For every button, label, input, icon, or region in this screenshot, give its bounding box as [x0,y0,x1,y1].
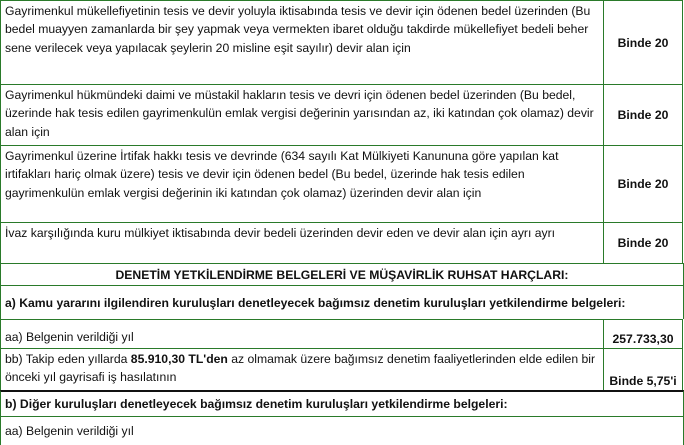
table-row [0,416,684,445]
subsection-b-heading: b) Diğer kuruluşları denetleyecek bağımsız denetim kuruluşları yetkilendirme belgeleri: [0,390,684,416]
table-row [0,145,684,222]
table-row [0,84,684,145]
table-row [0,0,684,84]
section-heading-row [0,263,684,285]
row-description: Gayrimenkul mükellefiyetinin tesis ve devir yoluyla iktisabında tesis ve devir için ödenen bedel üzerinden (Bu bedel muayyen zamanlarda bir şey yapmak veya vermekten ibaret olduğu takdirde mükellefiyet bedeli beher sene verilecek veya yapılacak şeylerin 20 misline eşit sayılır) devir alan için [0,0,603,84]
row-rate: Binde 20 [603,84,683,145]
row-description [0,348,603,390]
row-description: Gayrimenkul üzerine İrtifak hakkı tesis ve devrinde (634 sayılı Kat Mülkiyeti Kanununa göre yapılan kat irtifakları hariç olmak üzere) tesis ve devir için ödenen bedel (Bu bedel, üzerinde hak tesis edilen gayrimenkulün emlak vergisi değerinin iki katından çok olamaz) üzerinden devir alan için [0,145,603,222]
table-row [0,348,684,390]
row-description: aa) Belgenin verildiği yıl [0,319,603,348]
row-rate: Binde 20 [603,145,683,222]
table-row [0,222,684,263]
subsection-b-row [0,390,684,416]
bb-minimum-amount: 85.910,30 TL'den [130,352,228,366]
row-description: aa) Belgenin verildiği yıl [0,416,684,445]
subsection-a-heading: a) Kamu yararını ilgilendiren kuruluşları denetleyecek bağımsız denetim kuruluşları yetkilendirme belgeleri: [0,285,684,319]
row-value: 257.733,30 [603,319,683,348]
bb-text-before: bb) Takip eden yıllarda [5,352,131,366]
row-description: İvaz karşılığında kuru mülkiyet iktisabında devir bedeli üzerinden devir eden ve devir alan için ayrı ayrı [0,222,603,263]
row-rate: Binde 20 [603,0,683,84]
row-rate: Binde 5,75'i [603,348,683,390]
row-rate: Binde 20 [603,222,683,263]
section-heading: DENETİM YETKİLENDİRME BELGELERİ VE MÜŞAVİRLİK RUHSAT HARÇLARI: [0,263,684,285]
subsection-a-row [0,285,684,319]
table-row [0,319,684,348]
bb-text-after: az olmamak üzere bağımsız denetim faaliyetlerinden elde edilen bir önceki yıl gayrisafi iş hasılatının [5,352,596,385]
row-description: Gayrimenkul hükmündeki daimi ve müstakil hakların tesis ve devri için ödenen bedel üzerinden (Bu bedel, üzerinde hak tesis edilen gayrimenkulün emlak vergisi değerinin yarısından az, iki katından çok olamaz) devir alan için [0,84,603,145]
